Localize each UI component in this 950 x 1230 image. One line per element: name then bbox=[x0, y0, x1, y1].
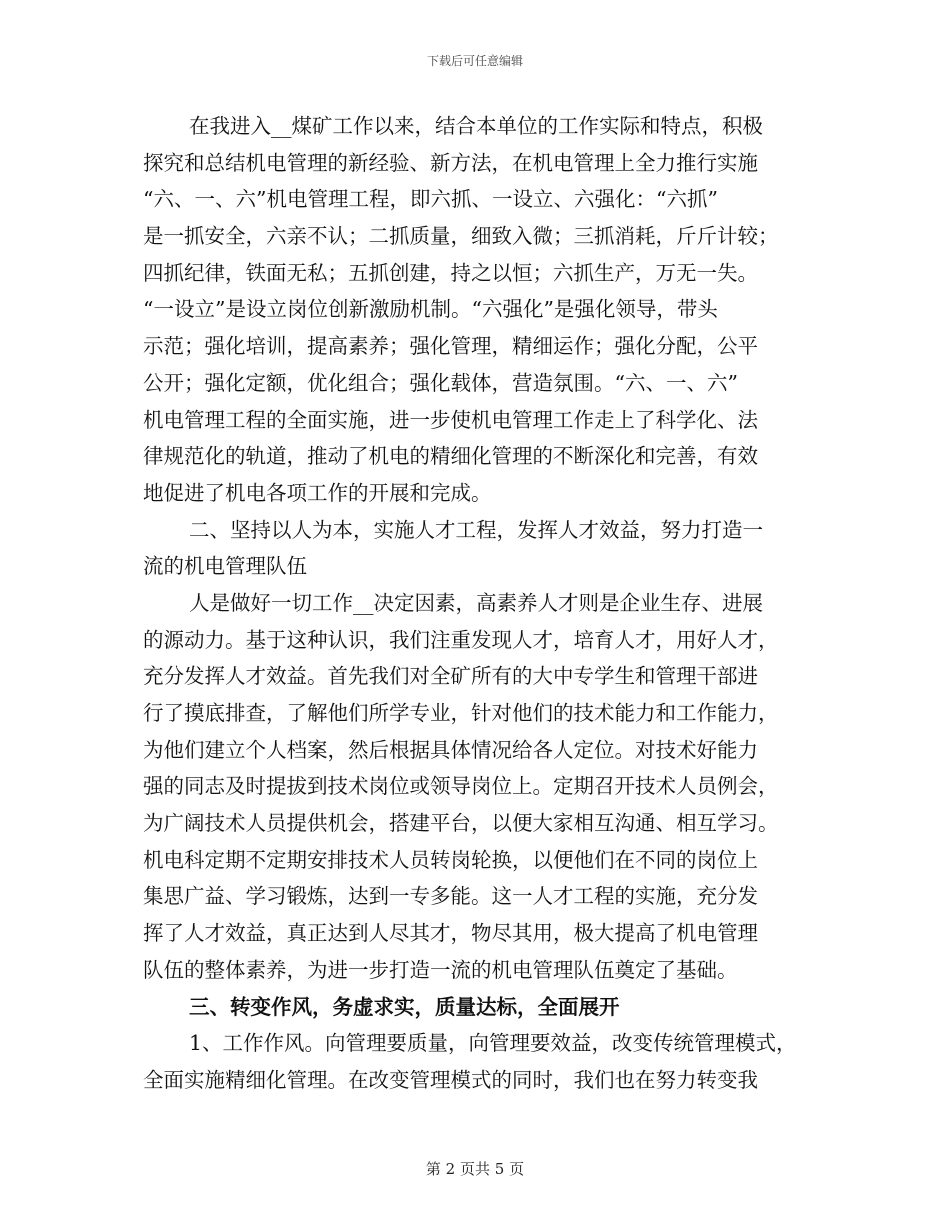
text-line: “六、一、六”机电管理工程，即六抓、一设立、六强化：“六抓” bbox=[143, 187, 718, 212]
text-line: 公开；强化定额，优化组合；强化载体，营造氛围。“六、一、六” bbox=[143, 370, 738, 395]
text-line: “一设立”是设立岗位创新激励机制。“六强化”是强化领导，带头 bbox=[143, 297, 718, 322]
text-line: 为广阔技术人员提供机会，搭建平台，以便大家相互沟通、相互学习。 bbox=[143, 811, 779, 836]
section-heading-line: 三、转变作风，务虚求实，质量达标，全面展开 bbox=[189, 994, 620, 1019]
text-line: 机电科定期不定期安排技术人员转岗轮换，以便他们在不同的岗位上 bbox=[143, 847, 758, 872]
text-line: 机电管理工程的全面实施，进一步使机电管理工作走上了科学化、法 bbox=[143, 407, 758, 432]
text-line: 全面实施精细化管理。在改变管理模式的同时，我们也在努力转变我 bbox=[143, 1067, 758, 1092]
text-line: 队伍的整体素养，为进一步打造一流的机电管理队伍奠定了基础。 bbox=[143, 957, 738, 982]
text-line: 为他们建立个人档案，然后根据具体情况给各人定位。对技术好能力 bbox=[143, 737, 758, 762]
text-line: 二、坚持以人为本，实施人才工程，发挥人才效益，努力打造一 bbox=[189, 517, 763, 542]
text-line: 强的同志及时提拔到技术岗位或领导岗位上。定期召开技术人员例会， bbox=[143, 774, 779, 799]
text-line: 是一抓安全，六亲不认；二抓质量，细致入微；三抓消耗，斤斤计较； bbox=[143, 224, 779, 249]
text-line: 探究和总结机电管理的新经验、新方法，在机电管理上全力推行实施 bbox=[143, 150, 758, 175]
page-number-footer: 第 2 页共 5 页 bbox=[425, 1160, 525, 1178]
text-line: 在我进入__煤矿工作以来，结合本单位的工作实际和特点，积极 bbox=[189, 114, 763, 138]
page-header: 下载后可任意编辑 bbox=[426, 54, 523, 68]
text-line: 律规范化的轨道，推动了机电的精细化管理的不断深化和完善，有效 bbox=[143, 444, 758, 469]
text-line: 示范；强化培训，提高素养；强化管理，精细运作；强化分配，公平 bbox=[143, 334, 758, 359]
text-line: 行了摸底排查，了解他们所学专业，针对他们的技术能力和工作能力， bbox=[143, 701, 779, 725]
document-body bbox=[143, 108, 803, 1099]
text-line: 挥了人才效益，真正达到人尽其才，物尽其用，极大提高了机电管理 bbox=[143, 921, 758, 946]
text-line: 集思广益、学习锻炼，达到一专多能。这一人才工程的实施，充分发 bbox=[143, 884, 758, 909]
text-line: 地促进了机电各项工作的开展和完成。 bbox=[143, 480, 492, 505]
text-line: 流的机电管理队伍 bbox=[143, 554, 307, 579]
text-line: 四抓纪律，铁面无私；五抓创建，持之以恒；六抓生产，万无一失。 bbox=[143, 260, 758, 285]
text-line: 人是做好一切工作__决定因素，高素养人才则是企业生存、进展 bbox=[189, 590, 763, 615]
text-line: 1、工作作风。向管理要质量，向管理要效益，改变传统管理模式， bbox=[189, 1031, 797, 1056]
text-line: 的源动力。基于这种认识，我们注重发现人才，培育人才，用好人才， bbox=[143, 627, 779, 652]
text-line: 充分发挥人才效益。首先我们对全矿所有的大中专学生和管理干部进 bbox=[143, 664, 758, 689]
